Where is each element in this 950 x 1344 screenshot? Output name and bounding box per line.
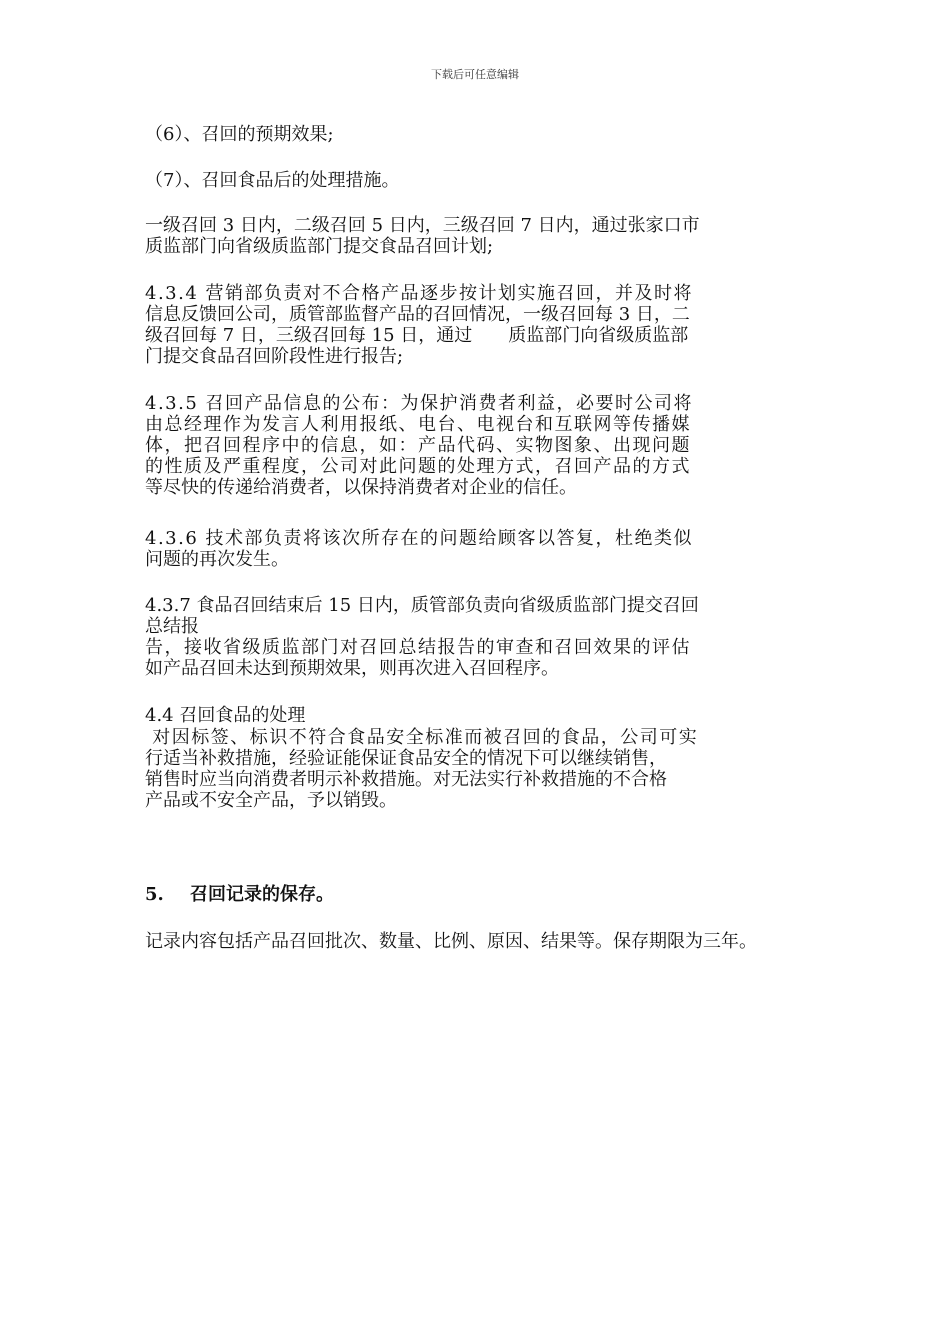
paragraph-line: 问题的再次发生。 — [145, 549, 289, 570]
paragraph-line: 体，把召回程序中的信息，如：产品代码、实物图象、出现问题 — [145, 435, 691, 456]
paragraph-line: 门提交食品召回阶段性进行报告; — [145, 346, 404, 367]
paragraph-line: 一级召回 3 日内，二级召回 5 日内，三级召回 7 日内，通过张家口市 — [145, 215, 700, 236]
section-title: 召回记录的保存。 — [190, 884, 334, 905]
paragraph-line: 级召回每 7 日，三级召回每 15 日，通过 质监部门向省级质监部 — [145, 325, 689, 346]
paragraph-line: 的性质及严重程度，公司对此问题的处理方式，召回产品的方式 — [145, 456, 691, 477]
subsection-title: 4.4 召回食品的处理 — [145, 705, 306, 726]
section-body: 记录内容包括产品召回批次、数量、比例、原因、结果等。保存期限为三年。 — [145, 931, 757, 952]
paragraph-line: 4.3.5 召回产品信息的公布：为保护消费者利益，必要时公司将 — [145, 393, 694, 414]
paragraph-line: 质监部门向省级质监部门提交食品召回计划; — [145, 236, 494, 257]
paragraph-line: 如产品召回未达到预期效果，则再次进入召回程序。 — [145, 658, 559, 679]
section-heading — [145, 884, 825, 905]
paragraph-line: 对因标签、标识不符合食品安全标准而被召回的食品，公司可实 — [145, 727, 699, 748]
paragraph-line: 行适当补救措施，经验证能保证食品安全的情况下可以继续销售， — [145, 748, 667, 769]
section-number: 5. — [145, 884, 164, 905]
paragraph-line: 4.3.7 食品召回结束后 15 日内，质管部负责向省级质监部门提交召回 — [145, 595, 699, 616]
paragraph-line: 总结报 — [145, 616, 199, 637]
paragraph-line: 产品或不安全产品，予以销毁。 — [145, 790, 397, 811]
page-header: 下载后可任意编辑 — [431, 68, 519, 81]
paragraph-line: 由总经理作为发言人利用报纸、电台、电视台和互联网等传播媒 — [145, 414, 691, 435]
paragraph-line: 告，接收省级质监部门对召回总结报告的审查和召回效果的评估 — [145, 637, 691, 658]
list-item-7: （7）、召回食品后的处理措施。 — [145, 170, 400, 191]
paragraph-line: 等尽快的传递给消费者，以保持消费者对企业的信任。 — [145, 477, 577, 498]
paragraph-line: 销售时应当向消费者明示补救措施。对无法实行补救措施的不合格 — [145, 769, 667, 790]
list-item-6: （6）、召回的预期效果; — [145, 124, 334, 145]
paragraph-line: 4.3.4 营销部负责对不合格产品逐步按计划实施召回，并及时将 — [145, 283, 694, 304]
paragraph-line: 4.3.6 技术部负责将该次所存在的问题给顾客以答复，杜绝类似 — [145, 528, 694, 549]
paragraph-line: 信息反馈回公司，质管部监督产品的召回情况，一级召回每 3 日，二 — [145, 304, 690, 325]
